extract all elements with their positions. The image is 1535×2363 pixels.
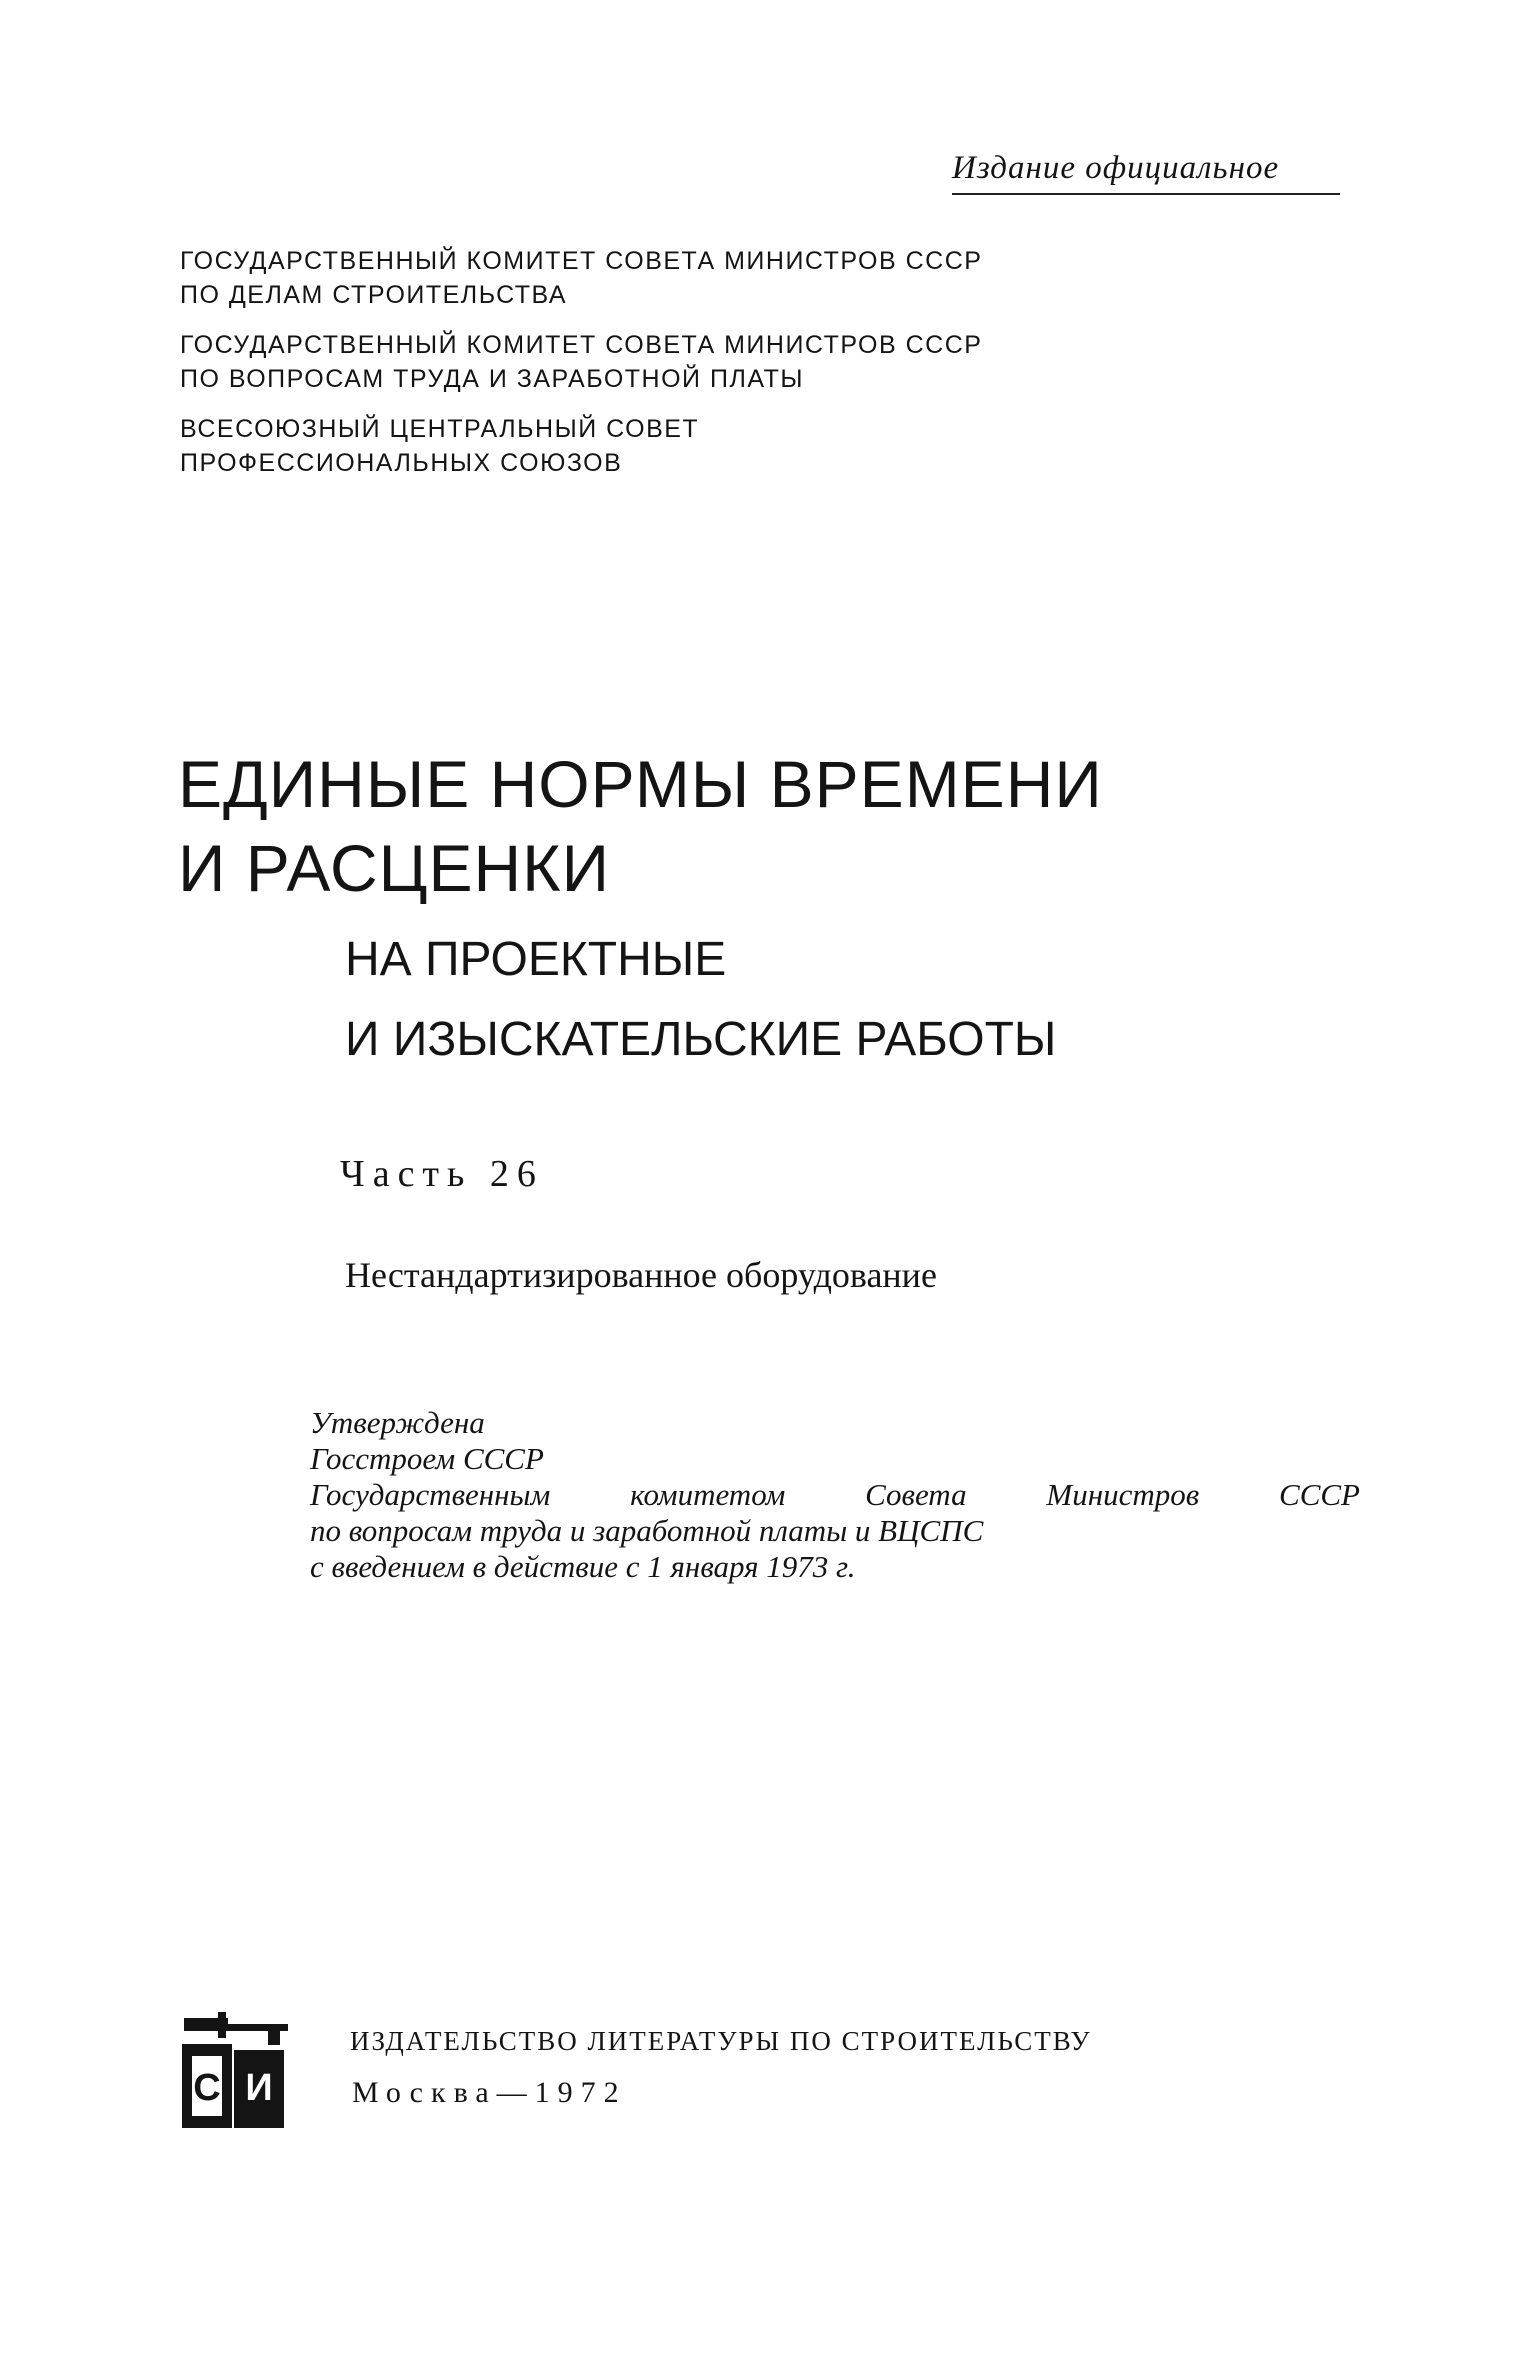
organizations-block <box>180 244 1280 496</box>
publication-city-year: Москва—1972 <box>352 2076 627 2109</box>
organization-line: ГОСУДАРСТВЕННЫЙ КОМИТЕТ СОВЕТА МИНИСТРОВ СССР <box>180 247 983 275</box>
publisher-logo-icon <box>178 2010 288 2130</box>
approval-word: Совета <box>865 1477 967 1512</box>
organization-goskomtrud <box>180 328 1280 396</box>
approval-line: Утверждена <box>310 1405 485 1440</box>
publisher-name: ИЗДАТЕЛЬСТВО ЛИТЕРАТУРЫ ПО СТРОИТЕЛЬСТВУ <box>350 2026 1092 2056</box>
edition-note: Издание официальное <box>952 150 1340 195</box>
approval-word: Государственным <box>310 1477 551 1512</box>
organization-line: ВСЕСОЮЗНЫЙ ЦЕНТРАЛЬНЫЙ СОВЕТ <box>180 415 700 443</box>
crane-jib <box>184 2024 288 2031</box>
approval-line: по вопросам труда и заработной платы и ВЦСПС <box>310 1513 984 1548</box>
crane-hook <box>268 2031 280 2045</box>
organization-line: ПО ДЕЛАМ СТРОИТЕЛЬСТВА <box>180 281 568 309</box>
organization-line: ПРОФЕССИОНАЛЬНЫХ СОЮЗОВ <box>180 449 623 477</box>
approval-word: СССР <box>1279 1477 1360 1512</box>
document-title <box>178 742 1103 910</box>
organization-line: ПО ВОПРОСАМ ТРУДА И ЗАРАБОТНОЙ ПЛАТЫ <box>180 365 804 393</box>
approval-word: Министров <box>1046 1477 1200 1512</box>
approval-word: комитетом <box>630 1477 786 1512</box>
subtitle-line: НА ПРОЕКТНЫЕ <box>345 933 727 986</box>
organization-gosstroy <box>180 244 1280 312</box>
organization-line: ГОСУДАРСТВЕННЫЙ КОМИТЕТ СОВЕТА МИНИСТРОВ СССР <box>180 331 983 359</box>
subtitle-line: И ИЗЫСКАТЕЛЬСКИЕ РАБОТЫ <box>345 1013 1057 1066</box>
approval-line-justified <box>310 1477 1360 1513</box>
approval-line: с введением в действие с 1 января 1973 г. <box>310 1549 856 1584</box>
approval-block <box>310 1405 1370 1585</box>
part-label: Часть 26 <box>340 1153 544 1195</box>
approval-line: Госстроем СССР <box>310 1441 544 1476</box>
document-subtitle <box>345 920 1056 1080</box>
organization-vcsps <box>180 412 1280 480</box>
title-line: ЕДИНЫЕ НОРМЫ ВРЕМЕНИ <box>178 747 1103 821</box>
logo-letter: И <box>245 2067 273 2109</box>
part-name: Нестандартизированное оборудование <box>345 1255 937 1295</box>
title-line: И РАСЦЕНКИ <box>178 831 611 905</box>
logo-letter: С <box>193 2067 221 2109</box>
crane-counterjib <box>184 2018 228 2024</box>
